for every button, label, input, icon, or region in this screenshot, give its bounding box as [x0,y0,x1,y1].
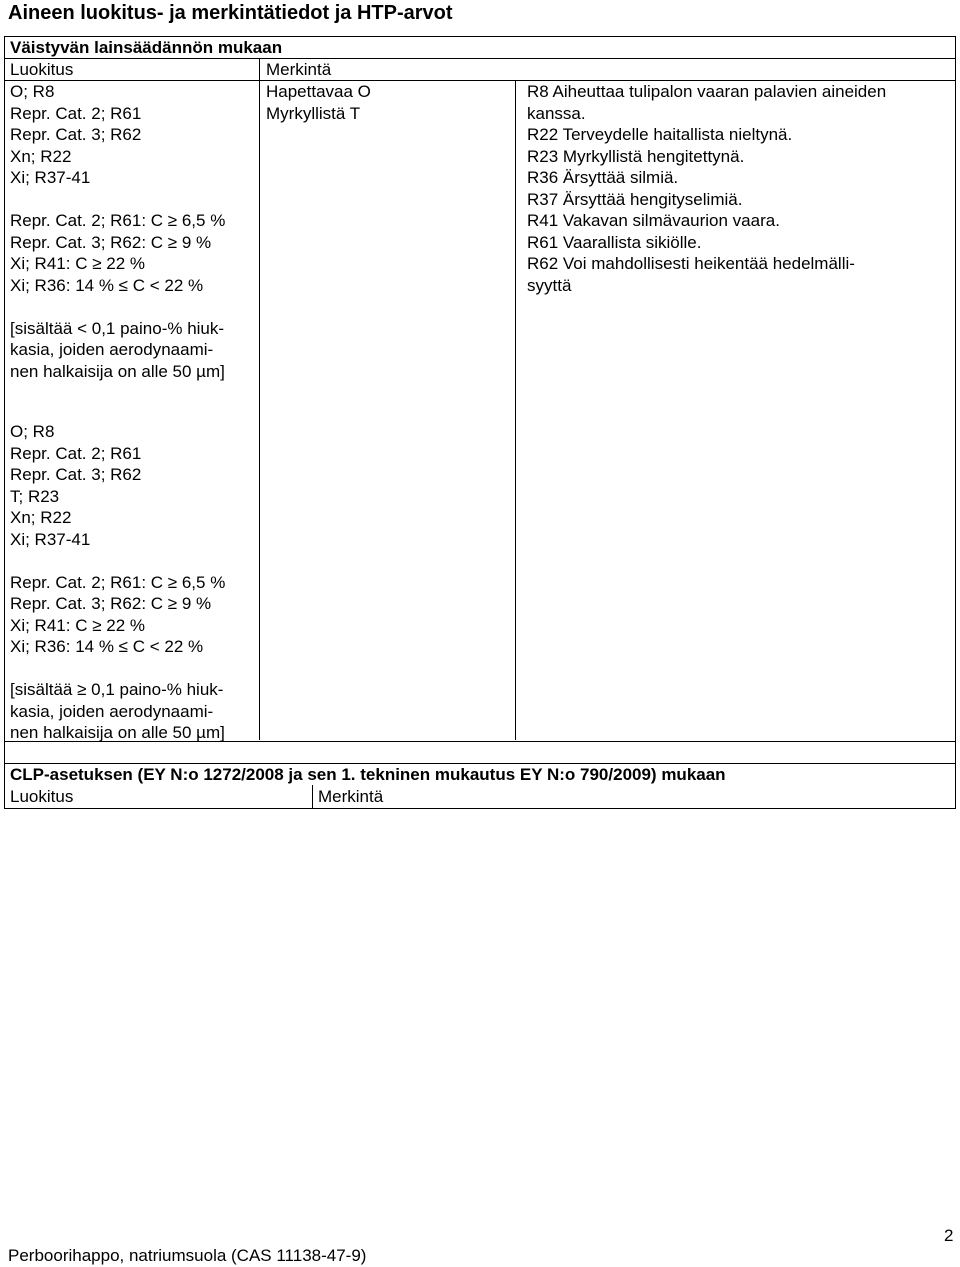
risk-phrase-line: R41 Vakavan silmävaurion vaara. [527,211,780,230]
classification-line: Xi; R36: 14 % ≤ C < 22 % [10,637,204,656]
blank-line [10,189,225,211]
risk-phrase-line: R37 Ärsyttää hengityselimiä. [527,189,743,209]
blank-line [10,296,225,318]
page-title: Aineen luokitus- ja merkintätiedot ja HTP-arvot [8,2,453,24]
clp-section-heading: CLP-asetuksen (EY N:o 1272/2008 ja sen 1. tekninen mukautus EY N:o 790/2009) mukaan [10,765,726,784]
classification-note-line: [sisältää ≥ 0,1 paino-% hiuk- [10,680,224,699]
classification-line: O; R8 [10,82,55,101]
risk-phrases-block [527,81,886,296]
column-divider [515,80,516,740]
classification-line: Repr. Cat. 2; R61 [10,103,142,123]
column-divider [259,58,260,740]
table-border-right [955,36,956,809]
classification-line: Repr. Cat. 3; R62: C ≥ 9 % [10,232,212,252]
column-header-classification: Luokitus [10,60,74,79]
table-border-bottom [4,808,956,809]
classification-line: Xn; R22 [10,508,72,527]
risk-phrase-line: syyttä [527,275,572,295]
labelling-line: Myrkyllistä T [266,103,361,123]
table-border-left [4,36,5,809]
classification-block-1 [10,81,225,382]
classification-note-line: kasia, joiden aerodynaami- [10,701,214,721]
classification-line: Repr. Cat. 2; R61: C ≥ 6,5 % [10,211,226,230]
classification-line: Xi; R41: C ≥ 22 % [10,254,145,273]
clp-column-header-classification: Luokitus [10,787,74,806]
risk-phrase-line: R61 Vaarallista sikiölle. [527,232,702,252]
risk-phrase-line: R36 Ärsyttää silmiä. [527,168,679,187]
risk-phrase-line: R8 Aiheuttaa tulipalon vaaran palavien aineiden [527,82,887,101]
labelling-block [266,81,371,124]
page-number: 2 [944,1226,954,1245]
classification-note-line: kasia, joiden aerodynaami- [10,340,214,359]
risk-phrase-line: kanssa. [527,103,586,123]
classification-note-line: nen halkaisija on alle 50 µm] [10,723,225,742]
clp-column-divider [312,785,313,809]
classification-line: T; R23 [10,486,60,506]
classification-block-2 [10,421,225,744]
labelling-line: Hapettavaa O [266,82,371,101]
classification-note-line: [sisältää < 0,1 paino-% hiuk- [10,318,225,338]
risk-phrase-line: R23 Myrkyllistä hengitettynä. [527,146,745,166]
classification-note-line: nen halkaisija on alle 50 µm] [10,361,225,381]
classification-line: Repr. Cat. 3; R62 [10,465,142,484]
blank-line [10,658,225,680]
column-header-labelling: Merkintä [266,60,332,79]
risk-phrase-line: R62 Voi mahdollisesti heikentää hedelmälli- [527,254,855,273]
classification-line: Repr. Cat. 3; R62 [10,125,142,144]
classification-line: Xi; R41: C ≥ 22 % [10,615,145,635]
classification-line: Repr. Cat. 2; R61 [10,443,142,463]
classification-line: Repr. Cat. 2; R61: C ≥ 6,5 % [10,572,226,592]
section-heading: Väistyvän lainsäädännön mukaan [10,38,283,57]
classification-line: Xi; R36: 14 % ≤ C < 22 % [10,275,204,295]
classification-line: O; R8 [10,422,55,441]
blank-line [10,550,225,572]
classification-line: Xn; R22 [10,146,72,166]
classification-line: Xi; R37-41 [10,529,91,549]
risk-phrase-line: R22 Terveydelle haitallista nieltynä. [527,125,793,144]
classification-line: Xi; R37-41 [10,168,91,187]
clp-column-header-labelling: Merkintä [318,787,384,806]
classification-line: Repr. Cat. 3; R62: C ≥ 9 % [10,594,212,613]
footer-substance-name: Perboorihappo, natriumsuola (CAS 11138-47-9) [8,1246,367,1265]
